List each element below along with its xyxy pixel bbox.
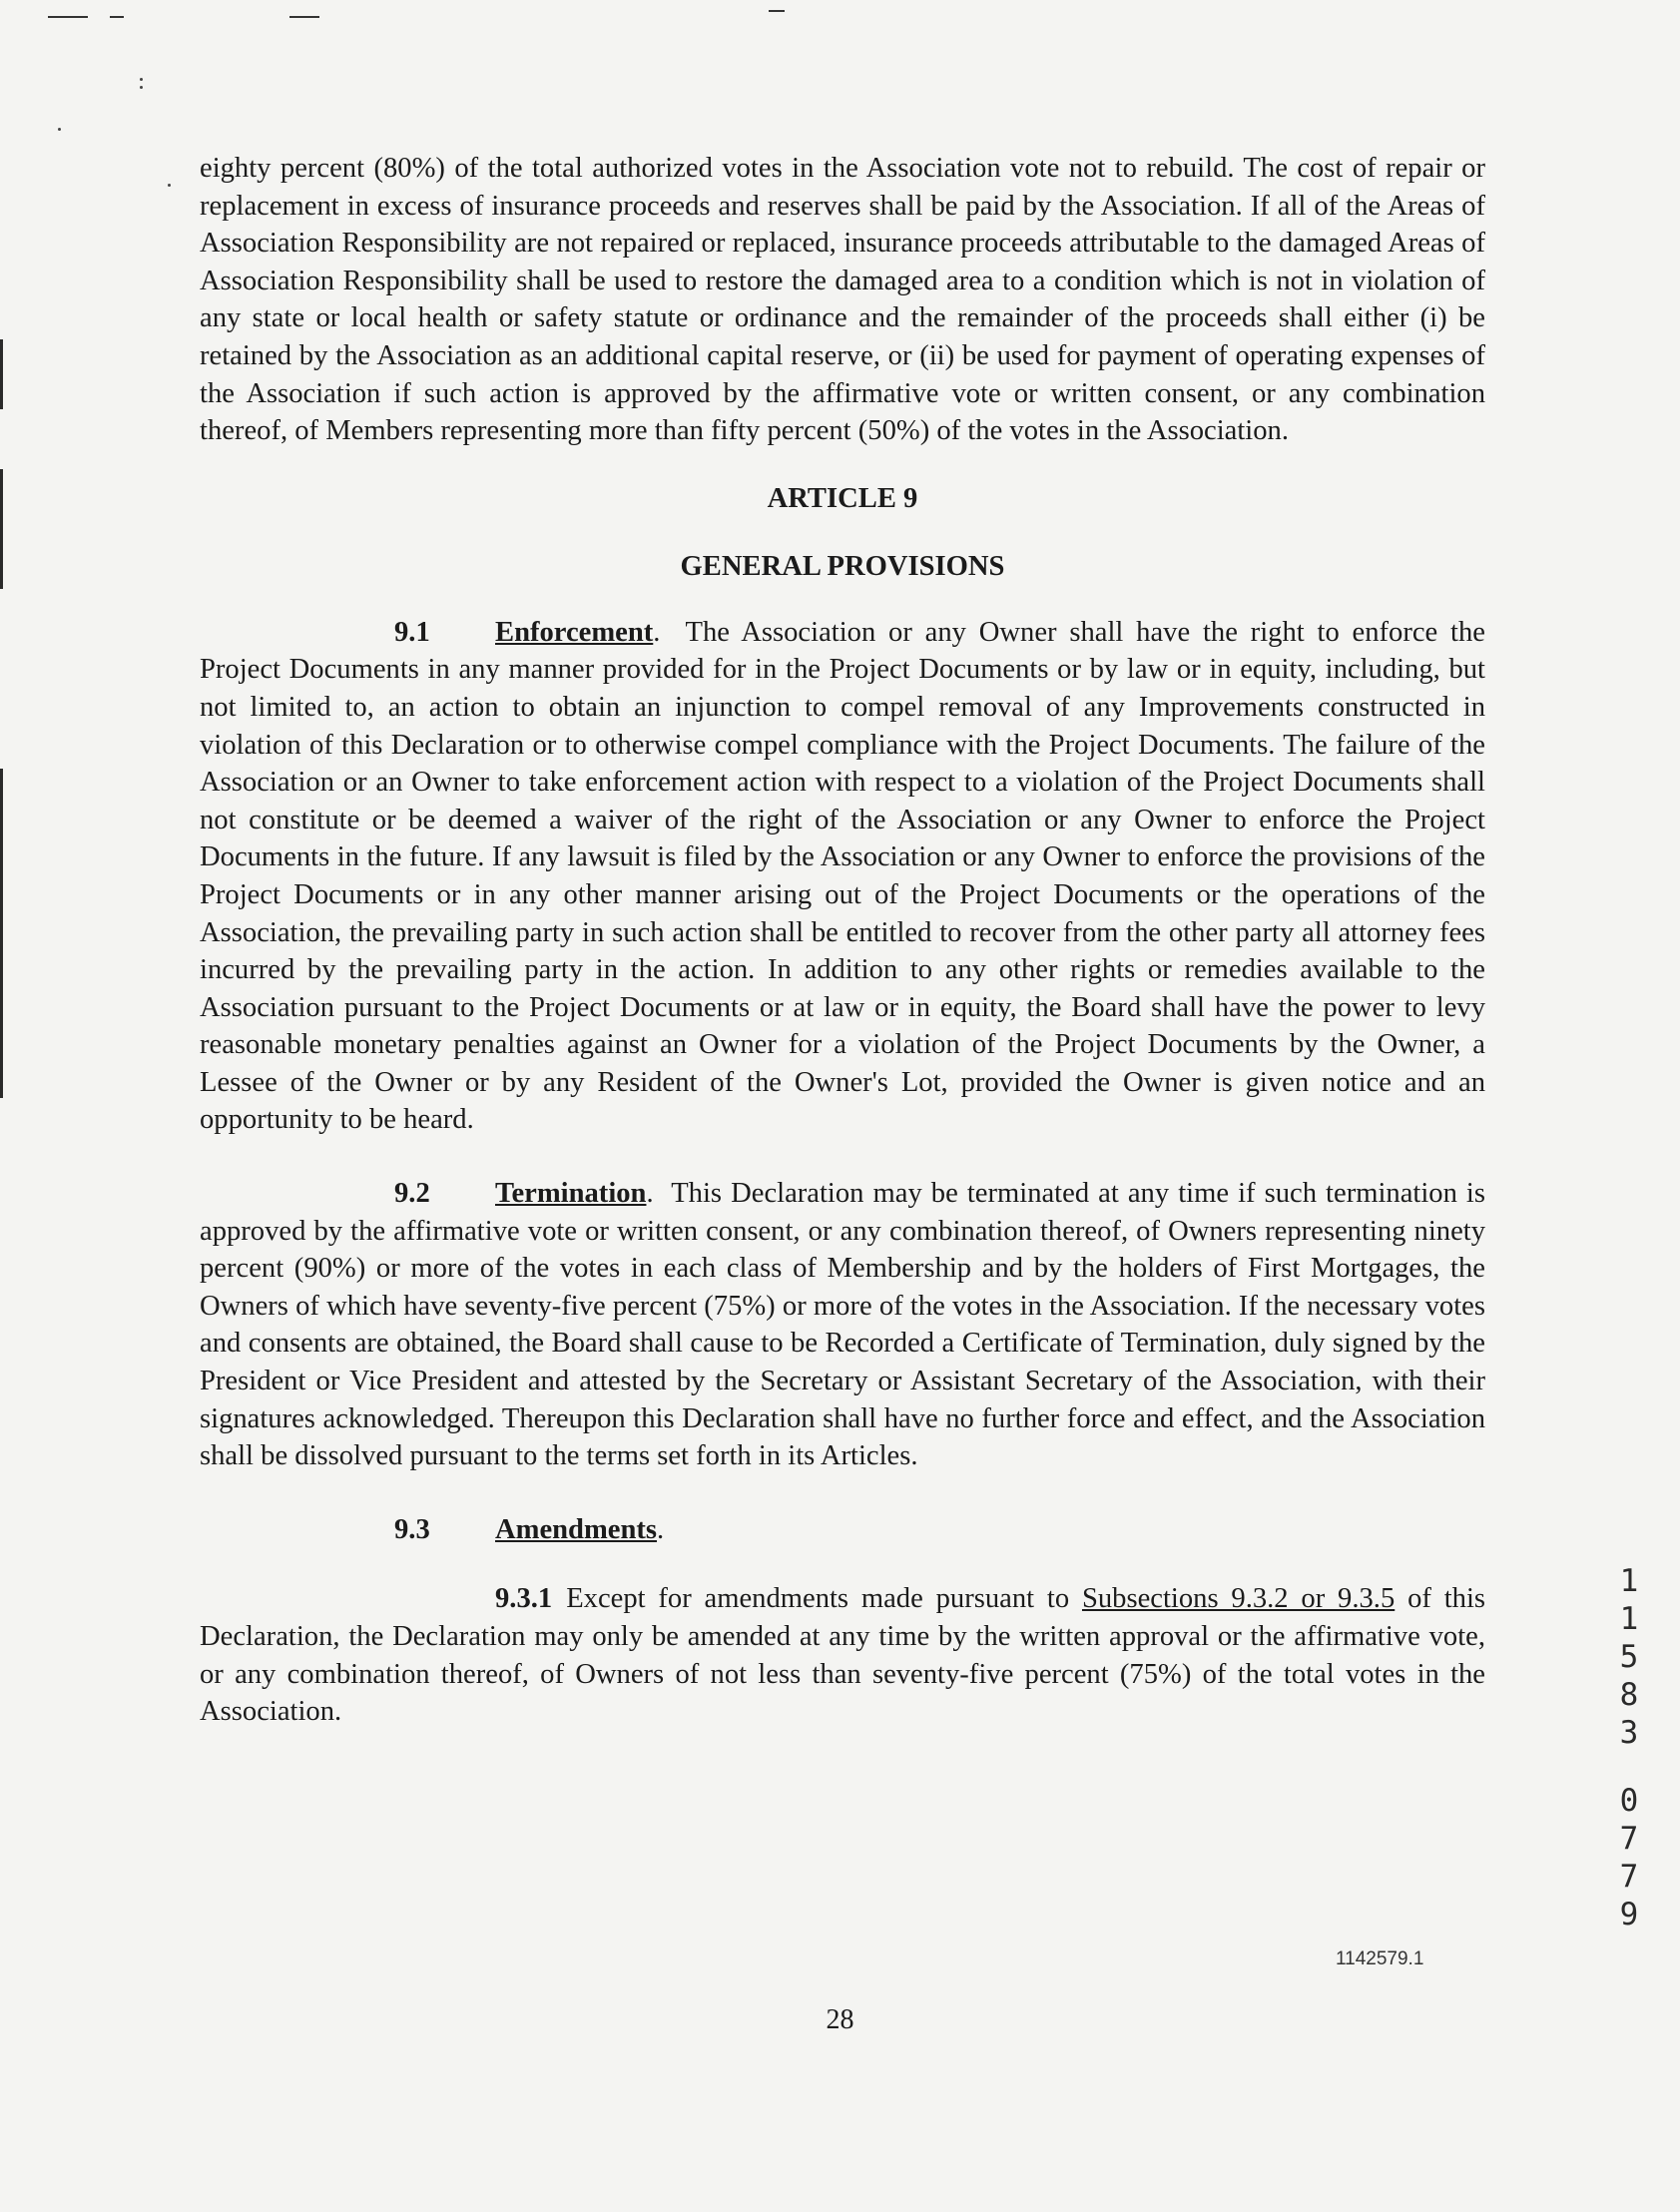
- recording-stamp: [1609, 1562, 1649, 1934]
- subsection-9-3-1: [200, 1580, 1485, 1730]
- section-title: Enforcement: [495, 616, 654, 648]
- article-heading: ARTICLE 9: [767, 482, 918, 514]
- section-title: Amendments: [495, 1513, 658, 1545]
- scan-artifact-top-mid: [289, 16, 319, 18]
- section-9-3: [200, 1511, 1485, 1549]
- scan-artifact-top-left-2: [110, 16, 124, 18]
- section-number: 9.1: [394, 616, 430, 648]
- subsection-text-before: Except for amendments made pursuant to: [566, 1583, 1070, 1615]
- section-9-1: [200, 614, 1485, 1139]
- stamp-digit: 1: [1619, 1601, 1639, 1637]
- scan-artifact-dot: [58, 128, 61, 131]
- scan-edge-bar: [0, 469, 3, 589]
- article-title: GENERAL PROVISIONS: [680, 550, 1005, 582]
- subsection-number: 9.3.1: [495, 1583, 553, 1615]
- scan-edge-bar: [0, 769, 3, 1098]
- document-id: 1142579.1: [1336, 1948, 1424, 1969]
- section-title-period: .: [646, 1178, 672, 1210]
- section-9-2: [200, 1175, 1485, 1475]
- scan-artifact-dot: [140, 86, 143, 89]
- stamp-digit: 9: [1619, 1897, 1639, 1933]
- section-title: Termination: [495, 1178, 647, 1210]
- stamp-digit: 7: [1619, 1859, 1639, 1895]
- scan-artifact-dot: [168, 184, 171, 187]
- stamp-digit: 7: [1619, 1821, 1639, 1857]
- section-body: The Association or any Owner shall have the right to enforce the Project Documents in any manner provided for in the Project Documents or by law or in equity, including, but not limited to, an action to obtain an injunction to compel removal of any Improvements constructed in violation of this Declaration or to otherwise compel compliance with the Project Documents. The failure of the Association or an Owner to take enforcement action with respect to a violation of the Project Documents shall not constitute or be deemed a waiver of the right of the Association or any Owner to enforce the Project Documents in the future. If any lawsuit is filed by the Association or any Owner to enforce the provisions of the Project Documents or in any other manner arising out of the Project Documents or the operations of the Association, the prevailing party in such action shall be entitled to recover from the other party all attorney fees incurred by the prevailing party in the action. In addition to any other rights or remedies available to the Association pursuant to the Project Documents or at law or in equity, the Board shall have the power to levy reasonable monetary penalties against an Owner for a violation of the Project Documents by the Owner, a Lessee of the Owner or by any Resident of the Owner's Lot, provided the Owner is given notice and an opportunity to be heard.: [200, 616, 1485, 1136]
- section-title-period: .: [653, 616, 686, 648]
- scan-artifact-dot: [140, 78, 143, 81]
- stamp-digit: 5: [1619, 1639, 1639, 1675]
- stamp-digit: 1: [1619, 1563, 1639, 1599]
- document-body: [200, 150, 1485, 1731]
- subsection-reference: Subsections 9.3.2 or 9.3.5: [1081, 1583, 1396, 1615]
- stamp-digit: 3: [1619, 1715, 1639, 1751]
- section-number: 9.3: [394, 1513, 430, 1545]
- continuation-paragraph: eighty percent (80%) of the total authorized votes in the Association vote not to rebuild. The cost of repair or replacement in excess of insurance proceeds and reserves shall be paid by the Association. If all of the Areas of Association Responsibility are not repaired or replaced, insurance proceeds attributable to the damaged Areas of Association Responsibility shall be used to restore the damaged area to a condition which is not in violation of any state or local health or safety statute or ordinance and the remainder of the proceeds shall either (i) be retained by the Association as an additional capital reserve, or (ii) be used for payment of operating expenses of the Association if such action is approved by the affirmative vote or written consent, or any combination thereof, of Members representing more than fifty percent (50%) of the votes in the Association.: [200, 153, 1485, 447]
- section-title-period: .: [657, 1513, 665, 1545]
- stamp-gap: [1609, 1752, 1649, 1782]
- section-body: This Declaration may be terminated at any time if such termination is approved by the affirmative vote or written consent, or any combination thereof, of Owners representing ninety percent (90%) or more of the votes in each class of Membership and by the holders of First Mortgages, the Owners of which have seventy-five percent (75%) or more of the votes in the Association. If the necessary votes and consents are obtained, the Board shall cause to be Recorded a Certificate of Termination, duly signed by the President or Vice President and attested by the Secretary or Assistant Secretary of the Association, with their signatures acknowledged. Thereupon this Declaration shall have no further force and effect, and the Association shall be dissolved pursuant to the terms set forth in its Articles.: [200, 1178, 1485, 1472]
- page-number: 28: [826, 2004, 854, 2035]
- scan-artifact-top-left: [48, 16, 88, 18]
- scan-edge-bar: [0, 339, 3, 409]
- stamp-digit: 0: [1619, 1783, 1639, 1819]
- scan-artifact-top-center: [769, 10, 785, 12]
- section-number: 9.2: [394, 1178, 430, 1210]
- stamp-digit: 8: [1619, 1677, 1639, 1713]
- subsection-text-after: of this Declaration, the Declaration may only be amended at any time by the written approval or the affirmative vote, or any combination thereof, of Owners of not less than seventy-five percent (75%) of the total votes in the Association.: [200, 1583, 1486, 1728]
